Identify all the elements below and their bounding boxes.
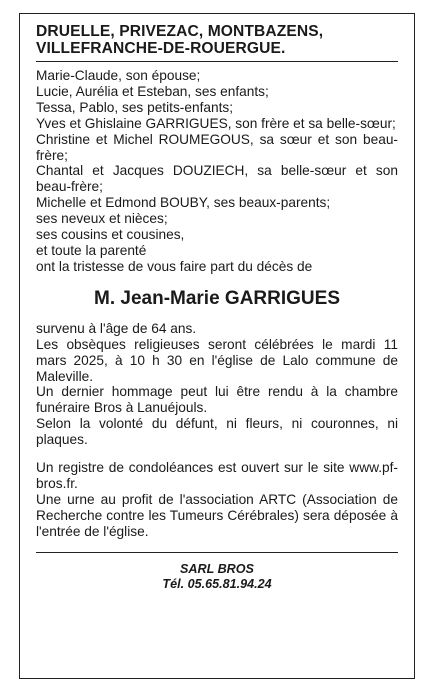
family-line: ses cousins et cousines, <box>36 227 185 243</box>
funeral-home-signature <box>36 562 398 593</box>
footer-divider <box>36 552 398 553</box>
family-line: Tessa, Pablo, ses petits-enfants; <box>36 99 234 115</box>
notice-header <box>36 23 398 57</box>
family-line: ses neveux et nièces; <box>36 211 168 227</box>
family-line: Lucie, Aurélia et Esteban, ses enfants; <box>36 83 269 99</box>
company-phone: Tél. 05.65.81.94.24 <box>162 577 272 592</box>
tribute-text: Un dernier hommage peut lui être rendu à la chambre funéraire Bros à Lanuéjouls. <box>36 384 398 416</box>
family-line: ont la tristesse de vous faire part du décès de <box>36 258 313 274</box>
family-line: Yves et Ghislaine GARRIGUES, son frère et sa belle-sœur; <box>36 115 396 131</box>
register-text: Un registre de condoléances est ouvert sur le site www.pf-bros.fr. <box>36 460 398 491</box>
family-line: Chantal et Jacques DOUZIECH, sa belle-sœur et son beau-frère; <box>36 163 398 195</box>
family-line: Michelle et Edmond BOUBY, ses beaux-parents; <box>36 195 331 211</box>
family-line: et toute la parenté <box>36 242 147 258</box>
funeral-text: Les obsèques religieuses seront célébrées le mardi 11 mars 2025, à 10 h 30 en l'église de Lalo commune de Maleville. <box>36 336 398 384</box>
deceased-name: M. Jean-Marie GARRIGUES <box>94 287 340 309</box>
notice-details <box>36 321 398 540</box>
places-line-2: VILLEFRANCHE-DE-ROUERGUE. <box>36 40 286 57</box>
company-name: SARL BROS <box>180 561 254 576</box>
paragraph-gap <box>36 448 398 460</box>
places-line-1: DRUELLE, PRIVEZAC, MONTBAZENS, <box>36 23 324 40</box>
family-line: Christine et Michel ROUMEGOUS, sa sœur et son beau-frère; <box>36 131 398 163</box>
death-notice <box>19 13 415 679</box>
family-line: Marie-Claude, son épouse; <box>36 68 201 83</box>
wishes-text: Selon la volonté du défunt, ni fleurs, ni couronnes, ni plaques. <box>36 416 398 448</box>
urn-text: Une urne au profit de l'association ARTC (Association de Recherche contre les Tumeurs Cérébrales) sera déposée à l'entrée de l'église. <box>36 491 398 539</box>
age-text: survenu à l'âge de 64 ans. <box>36 320 197 336</box>
header-divider <box>36 61 398 62</box>
family-list <box>36 68 398 275</box>
